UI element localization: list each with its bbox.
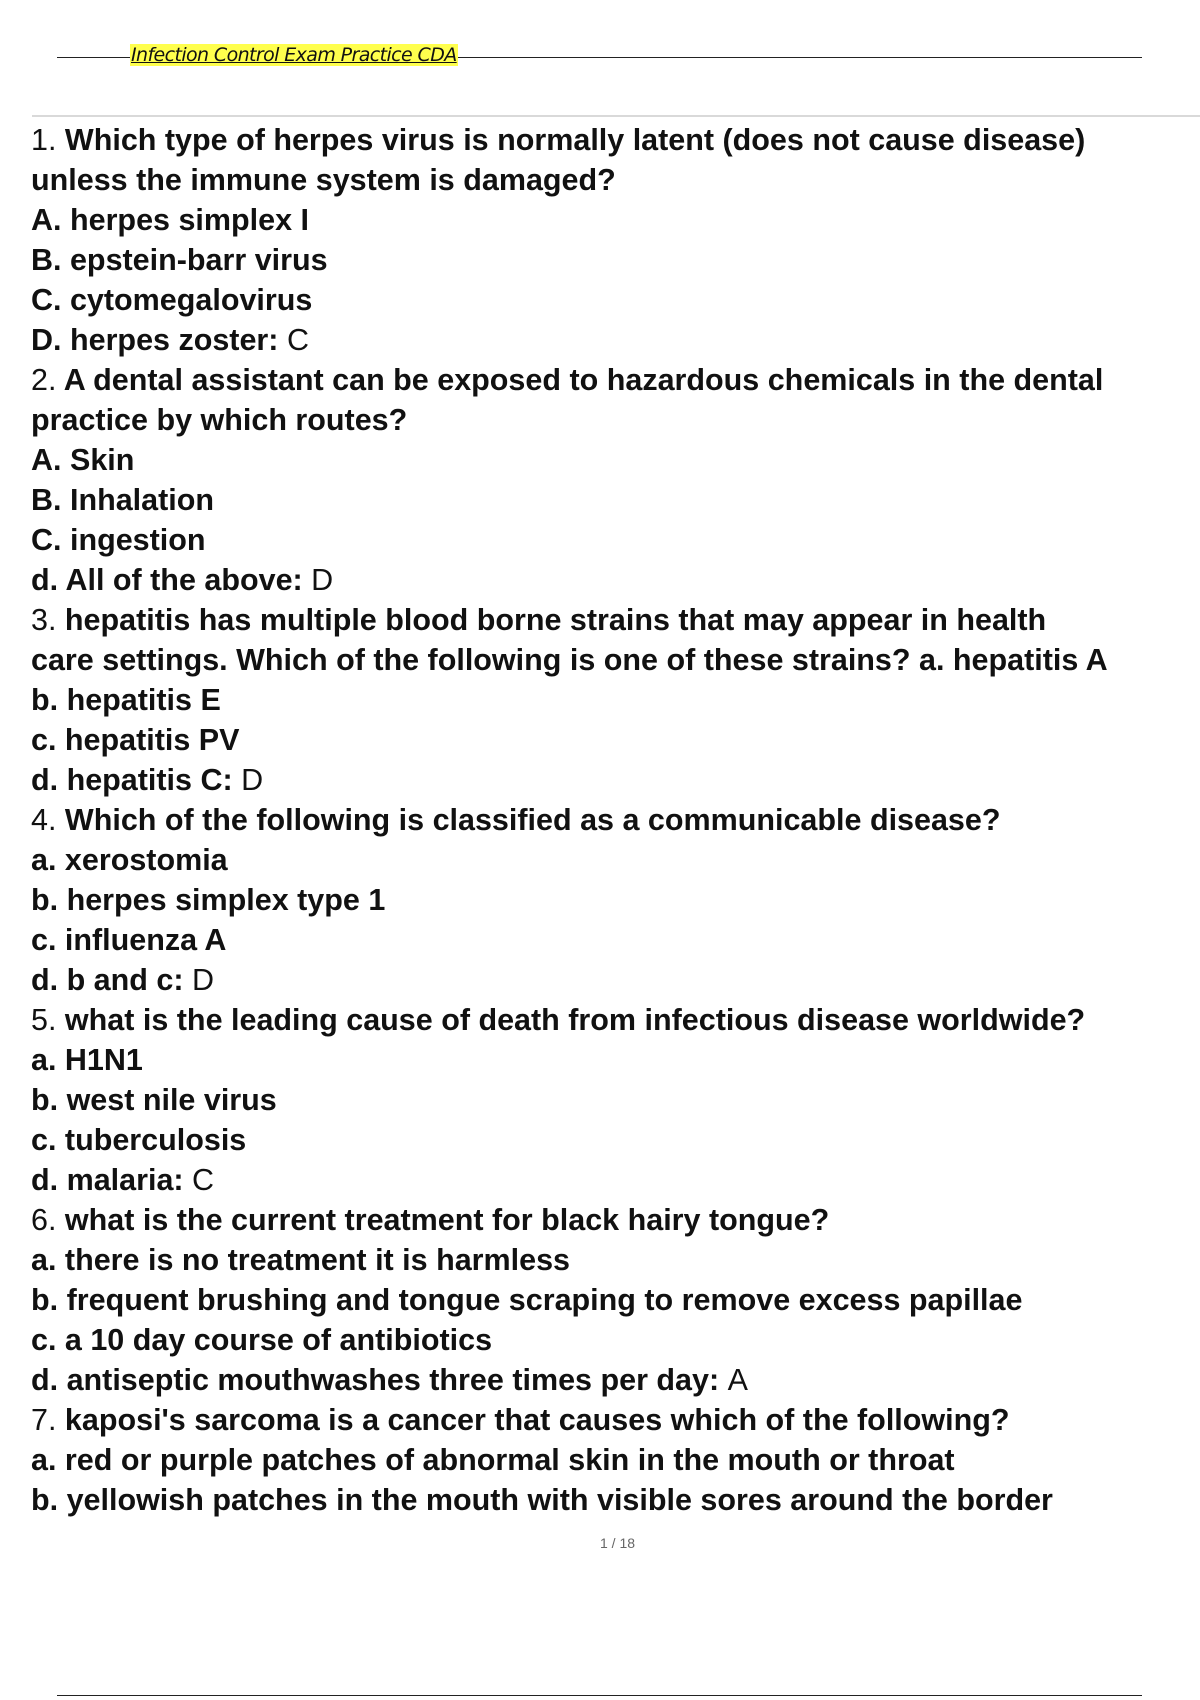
- page-number: 1 / 18: [599, 1535, 636, 1551]
- answer-option-last: [31, 760, 1200, 800]
- answer-option: b. herpes simplex type 1: [31, 883, 386, 917]
- answer-option: C. ingestion: [31, 523, 206, 557]
- answer-option: c. tuberculosis: [31, 1123, 247, 1157]
- question-line: kaposi's sarcoma is a cancer that causes which of the following?: [64, 1403, 1010, 1437]
- footer-rule: [57, 1695, 1142, 1696]
- question-line: what is the leading cause of death from infectious disease worldwide?: [64, 1003, 1086, 1037]
- answer-option: a. red or purple patches of abnormal skin in the mouth or throat: [31, 1443, 955, 1477]
- answer-option: b. yellowish patches in the mouth with visible sores around the border: [31, 1483, 1053, 1517]
- correct-answer: C: [286, 323, 309, 357]
- question-number: 5.: [31, 1003, 57, 1037]
- question-number: 6.: [31, 1203, 57, 1237]
- question-text: [31, 600, 1200, 640]
- question-text: [31, 120, 1200, 160]
- question-text: [31, 1400, 1200, 1440]
- question-text: [31, 400, 1200, 440]
- question-number: 1.: [31, 123, 57, 157]
- option-text: d. malaria:: [31, 1163, 184, 1197]
- answer-option: B. epstein-barr virus: [31, 243, 328, 277]
- answer-option: c. hepatitis PV: [31, 723, 240, 757]
- question-line: practice by which routes?: [31, 403, 408, 437]
- answer-option-last: [31, 960, 1200, 1000]
- question-list: [31, 120, 1200, 1520]
- answer-option: C. cytomegalovirus: [31, 283, 313, 317]
- question-text: [31, 1000, 1200, 1040]
- answer-option: B. Inhalation: [31, 483, 214, 517]
- answer-option-last: [31, 320, 1200, 360]
- answer-option: a. there is no treatment it is harmless: [31, 1243, 571, 1277]
- question-text: [31, 800, 1200, 840]
- question-block: [31, 1400, 1200, 1520]
- separator-rule: [32, 115, 1200, 117]
- answer-option-last: [31, 1160, 1200, 1200]
- question-line: hepatitis has multiple blood borne strains that may appear in health: [64, 603, 1047, 637]
- question-block: [31, 800, 1200, 1000]
- correct-answer: D: [311, 563, 334, 597]
- answer-option: b. west nile virus: [31, 1083, 277, 1117]
- question-block: [31, 600, 1200, 800]
- question-line: Which type of herpes virus is normally latent (does not cause disease): [64, 123, 1086, 157]
- answer-option: A. Skin: [31, 443, 135, 477]
- answer-option: c. a 10 day course of antibiotics: [31, 1323, 493, 1357]
- question-text: [31, 360, 1200, 400]
- option-text: d. All of the above:: [31, 563, 303, 597]
- question-block: [31, 360, 1200, 600]
- question-text: [31, 160, 1200, 200]
- option-text: d. hepatitis C:: [31, 763, 233, 797]
- question-number: 7.: [31, 1403, 57, 1437]
- answer-option: b. frequent brushing and tongue scraping to remove excess papillae: [31, 1283, 1023, 1317]
- question-text: [31, 640, 1200, 680]
- answer-option: a. H1N1: [31, 1043, 143, 1077]
- correct-answer: D: [241, 763, 264, 797]
- answer-option: b. hepatitis E: [31, 683, 221, 717]
- correct-answer: C: [192, 1163, 215, 1197]
- answer-option: A. herpes simplex I: [31, 203, 309, 237]
- answer-option: c. influenza A: [31, 923, 227, 957]
- option-text: D. herpes zoster:: [31, 323, 279, 357]
- answer-option-last: [31, 1360, 1200, 1400]
- question-block: [31, 1000, 1200, 1200]
- option-text: d. b and c:: [31, 963, 184, 997]
- document-title: Infection Control Exam Practice CDA: [131, 44, 457, 66]
- option-text: d. antiseptic mouthwashes three times per day:: [31, 1363, 720, 1397]
- question-number: 4.: [31, 803, 57, 837]
- correct-answer: A: [727, 1363, 748, 1397]
- question-line: Which of the following is classified as a communicable disease?: [64, 803, 1001, 837]
- question-block: [31, 1200, 1200, 1400]
- answer-option: a. xerostomia: [31, 843, 228, 877]
- question-line: care settings. Which of the following is one of these strains? a. hepatitis A: [31, 643, 1108, 677]
- question-number: 3.: [31, 603, 57, 637]
- question-number: 2.: [31, 363, 57, 397]
- question-line: what is the current treatment for black hairy tongue?: [64, 1203, 830, 1237]
- question-line: unless the immune system is damaged?: [31, 163, 616, 197]
- correct-answer: D: [191, 963, 215, 997]
- question-block: [31, 120, 1200, 360]
- answer-option-last: [31, 560, 1200, 600]
- question-text: [31, 1200, 1200, 1240]
- question-line: A dental assistant can be exposed to hazardous chemicals in the dental: [63, 363, 1104, 397]
